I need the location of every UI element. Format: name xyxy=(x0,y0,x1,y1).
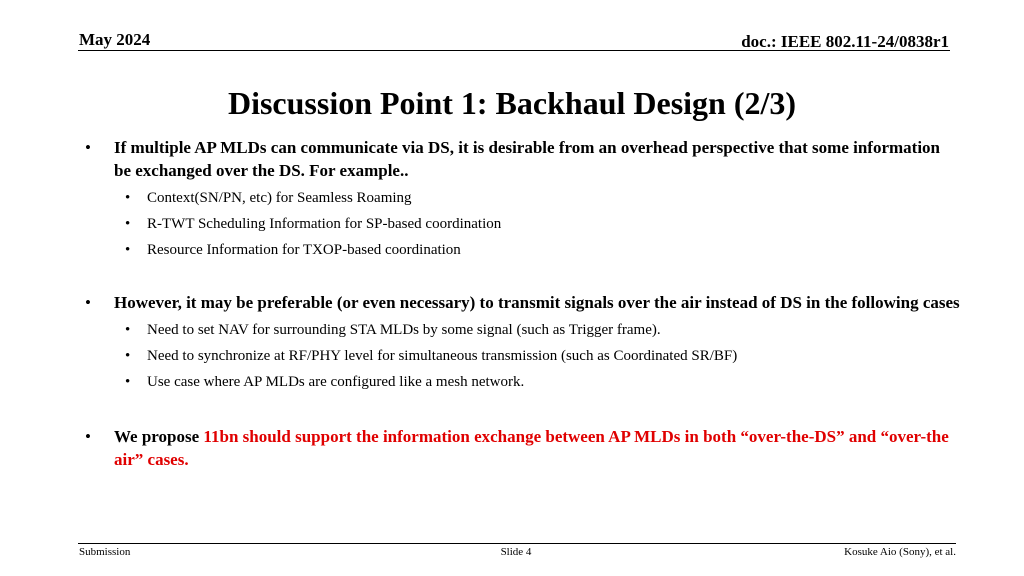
footer-author: Kosuke Aio (Sony), et al. xyxy=(844,546,956,558)
slide-body xyxy=(80,136,960,471)
bullet-marker: • xyxy=(85,138,91,157)
footer-slide-number: Slide 4 xyxy=(500,546,532,558)
bullet-marker: • xyxy=(125,322,131,338)
header-date: May 2024 xyxy=(79,30,151,49)
sub-bullet-item xyxy=(80,343,960,369)
sub-bullet-item xyxy=(80,185,960,211)
sub-bullet-text: Context(SN/PN, etc) for Seamless Roaming xyxy=(147,190,412,206)
bullet-marker: • xyxy=(125,216,131,232)
sub-bullet-list xyxy=(80,185,960,263)
bullet-marker: • xyxy=(125,374,131,390)
bullet-item xyxy=(80,291,960,314)
sub-bullet-text: Resource Information for TXOP-based coordination xyxy=(147,242,461,258)
sub-bullet-item xyxy=(80,369,960,395)
bullet-marker: • xyxy=(125,348,131,364)
proposal-lead-text: We propose xyxy=(114,427,204,446)
bullet-group-3 xyxy=(80,425,960,471)
sub-bullet-item xyxy=(80,237,960,263)
bullet-marker: • xyxy=(125,190,131,206)
bullet-marker: • xyxy=(85,293,91,312)
bullet-marker: • xyxy=(125,242,131,258)
header-doc-id: doc.: IEEE 802.11-24/0838r1 xyxy=(741,32,949,51)
header-divider xyxy=(78,50,950,51)
sub-bullet-text: Use case where AP MLDs are configured like a mesh network. xyxy=(147,374,525,390)
sub-bullet-list xyxy=(80,317,960,395)
bullet-item xyxy=(80,136,960,182)
footer-divider xyxy=(78,543,956,544)
proposal-bullet xyxy=(80,425,960,471)
sub-bullet-text: R-TWT Scheduling Information for SP-based coordination xyxy=(147,216,502,232)
sub-bullet-text: Need to set NAV for surrounding STA MLDs by some signal (such as Trigger frame). xyxy=(147,322,661,338)
slide-title: Discussion Point 1: Backhaul Design (2/3) xyxy=(227,85,797,121)
bullet-text: However, it may be preferable (or even necessary) to transmit signals over the air instead of DS in the following cases xyxy=(114,293,960,312)
sub-bullet-item xyxy=(80,211,960,237)
footer-submission: Submission xyxy=(79,546,131,558)
bullet-group-1 xyxy=(80,136,960,263)
bullet-marker: • xyxy=(85,427,91,446)
bullet-group-2 xyxy=(80,291,960,395)
sub-bullet-text: Need to synchronize at RF/PHY level for simultaneous transmission (such as Coordinated SR/BF) xyxy=(147,348,738,364)
sub-bullet-item xyxy=(80,317,960,343)
bullet-text: If multiple AP MLDs can communicate via DS, it is desirable from an overhead perspective that some information be exchanged over the DS. For example.. xyxy=(114,138,941,180)
proposal-highlight-text: 11bn should support the information exchange between AP MLDs in both “over-the-DS” and “over-the air” cases. xyxy=(114,427,949,469)
